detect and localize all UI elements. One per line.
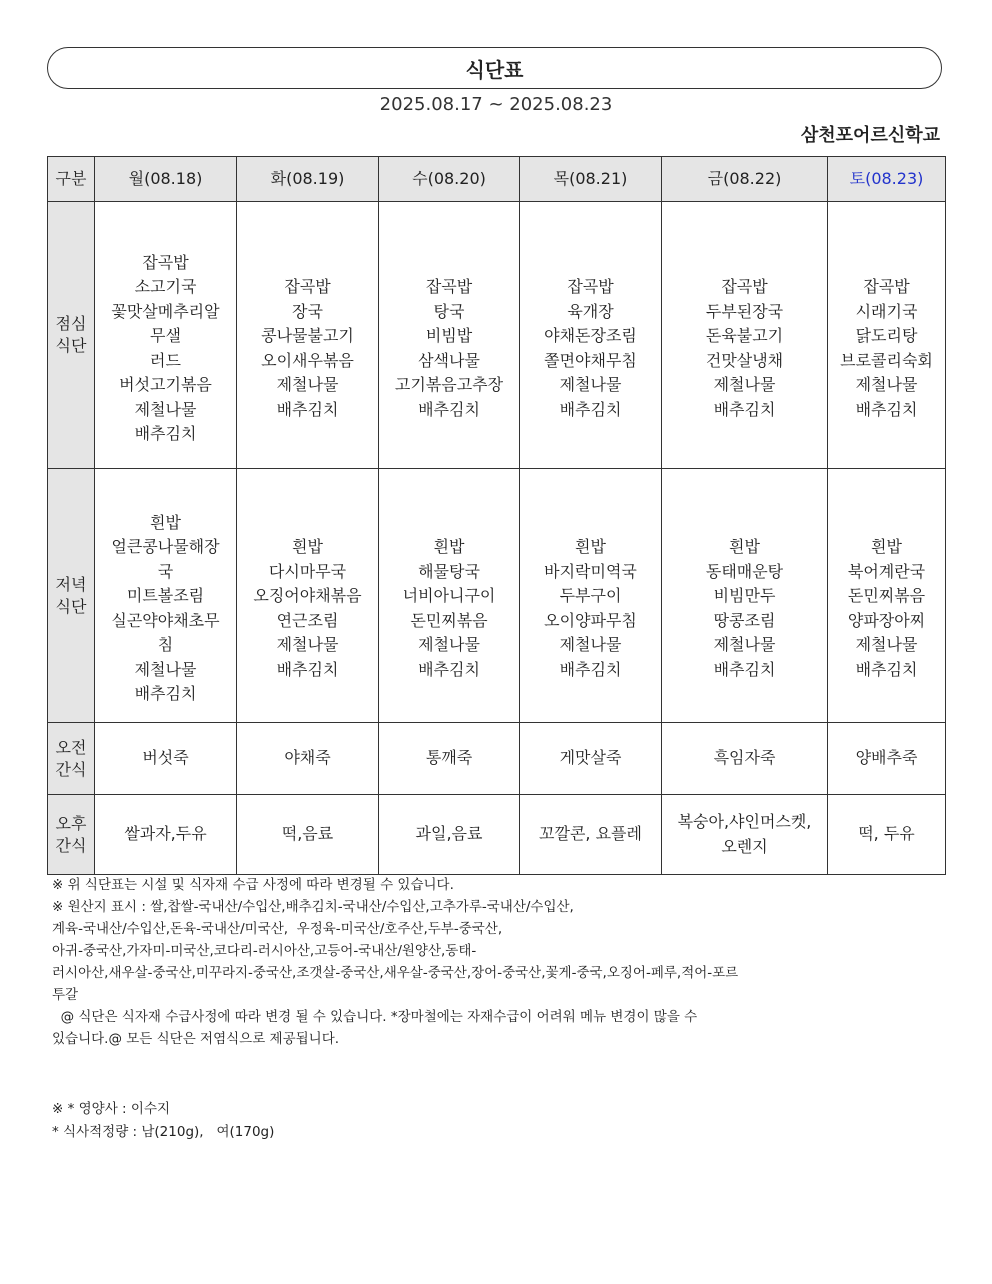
menu-table — [47, 156, 946, 875]
row-label — [48, 469, 95, 723]
menu-cell — [520, 202, 662, 469]
menu-item: 제철나물 — [559, 635, 622, 654]
row-label-line: 점심 — [55, 314, 87, 333]
note-line: 아귀-중국산,가자미-미국산,코다리-러시아산,고등어-국내산/원양산,동태- — [52, 943, 477, 959]
menu-cell — [95, 795, 237, 875]
menu-item: 통깨죽 — [425, 748, 473, 768]
menu-item: 제철나물 — [713, 635, 776, 654]
menu-cell — [237, 723, 379, 795]
menu-item: 바지락미역국 — [544, 561, 637, 581]
row-label-line: 저녁 — [55, 574, 87, 594]
menu-item: 잡곡밥 — [284, 277, 331, 296]
menu-item: 버섯죽 — [142, 748, 189, 768]
menu-cell — [828, 795, 946, 875]
menu-item: 브로콜리숙회 — [840, 350, 933, 370]
school-name: 삼천포어르신학교 — [800, 125, 940, 146]
menu-item: 떡,음료 — [281, 824, 334, 844]
menu-item: 오징어야채볶음 — [253, 586, 362, 605]
menu-cell — [95, 723, 237, 795]
notes-section — [52, 874, 912, 1050]
menu-item: 잡곡밥 — [863, 277, 910, 296]
menu-item: 소고기국 — [134, 277, 197, 296]
menu-item: 해물탕국 — [418, 561, 480, 581]
header-day-mon: 월(08.18) — [95, 157, 237, 202]
menu-cell — [379, 723, 520, 795]
menu-item: 장국 — [292, 301, 323, 321]
menu-item: 돈민찌볶음 — [410, 610, 488, 630]
menu-item: 배추김치 — [276, 399, 339, 419]
menu-cell — [379, 202, 520, 469]
menu-cell — [379, 469, 520, 723]
menu-item: 흰밥 — [433, 537, 465, 556]
menu-item: 꽃맛살메추리알 — [111, 301, 220, 321]
menu-item: 쫄면야채무침 — [544, 350, 637, 370]
note-line: ※ 위 식단표는 시설 및 식자재 수급 사정에 따라 변경될 수 있습니다. — [52, 877, 454, 893]
menu-item: 배추김치 — [855, 659, 918, 679]
header-day-sat — [828, 157, 946, 202]
menu-item: 양파장아찌 — [847, 610, 926, 630]
header-corner: 구분 — [48, 157, 95, 202]
menu-cell — [828, 202, 946, 469]
menu-item: 배추김치 — [713, 659, 776, 679]
menu-item: 동태매운탕 — [705, 561, 784, 581]
menu-cell — [237, 795, 379, 875]
menu-item: 배추김치 — [559, 659, 622, 679]
menu-item: 과일,음료 — [415, 824, 483, 844]
menu-item: 흰밥 — [150, 512, 181, 532]
menu-item: 너비아니구이 — [402, 586, 496, 605]
menu-item: 미트볼조림 — [126, 586, 205, 605]
menu-item: 연근조림 — [276, 610, 339, 630]
menu-item: 닭도리탕 — [855, 326, 918, 345]
menu-item: 흑임자죽 — [713, 748, 776, 768]
menu-item: 야채돈장조림 — [544, 326, 637, 345]
date-range: 2025.08.17 ~ 2025.08.23 — [379, 94, 613, 115]
menu-item: 복숭아,샤인머스켓, — [677, 812, 812, 831]
header-day-wed: 수(08.20) — [379, 157, 520, 202]
page-title: 식단표 — [47, 47, 942, 89]
note-line: 계육-국내산/수입산,돈육-국내산/미국산, 우정육-미국산/호주산,두부-중국산, — [52, 921, 503, 937]
note-line: @ 식단은 식자재 수급사정에 따라 변경 될 수 있습니다. *장마철에는 자재수급이 어려워 메뉴 변경이 많을 수 — [52, 1009, 698, 1025]
menu-item: 북어계란국 — [847, 561, 926, 581]
am-snack-row — [48, 723, 946, 795]
menu-cell — [237, 469, 379, 723]
menu-item: 잡곡밥 — [425, 277, 473, 296]
note-line: 러시아산,새우살-중국산,미꾸라지-중국산,조갯살-중국산,새우살-중국산,장어-중국산,꽃게-중국,오징어-페루,적어-포르 — [52, 965, 739, 981]
row-label — [48, 723, 95, 795]
menu-cell — [662, 723, 828, 795]
menu-cell — [662, 795, 828, 875]
note-line: 투갈 — [52, 987, 79, 1003]
dinner-row — [48, 469, 946, 723]
menu-item: 침 — [157, 635, 174, 654]
menu-item: 돈민찌볶음 — [847, 586, 926, 605]
menu-item: 배추김치 — [559, 399, 622, 419]
menu-item: 제철나물 — [276, 635, 339, 654]
menu-item: 배추김치 — [713, 399, 776, 419]
row-label-line: 간식 — [55, 835, 87, 855]
menu-cell — [520, 795, 662, 875]
row-label-line: 오후 — [55, 813, 87, 833]
menu-item: 제철나물 — [855, 375, 918, 394]
note-line: 있습니다.@ 모든 식단은 저염식으로 제공됩니다. — [52, 1031, 340, 1047]
row-label — [48, 795, 95, 875]
menu-item: 제철나물 — [134, 659, 197, 679]
menu-item: 꼬깔콘, 요플레 — [539, 824, 642, 844]
header-day-tue: 화(08.19) — [237, 157, 379, 202]
footer-section — [52, 1098, 274, 1144]
menu-cell — [520, 723, 662, 795]
menu-item: 콩나물불고기 — [261, 326, 354, 345]
header-day-thu: 목(08.21) — [520, 157, 662, 202]
portion-line: * 식사적정량 : 남(210g), 여(170g) — [52, 1124, 275, 1140]
menu-item: 오이양파무침 — [544, 610, 637, 630]
menu-item: 흰밥 — [292, 537, 323, 556]
menu-item: 양배추죽 — [855, 748, 918, 768]
menu-item: 두부된장국 — [705, 301, 784, 321]
menu-item: 제철나물 — [276, 375, 339, 394]
menu-item: 삼색나물 — [418, 350, 480, 370]
row-label — [48, 202, 95, 469]
menu-cell — [828, 723, 946, 795]
menu-item: 배추김치 — [855, 399, 918, 419]
menu-item: 땅콩조림 — [713, 610, 776, 630]
menu-item: 제철나물 — [134, 399, 197, 419]
menu-item: 탕국 — [433, 301, 465, 321]
menu-item: 실곤약야채초무 — [111, 610, 220, 630]
menu-item: 배추김치 — [134, 684, 197, 703]
saturday-label: 토(08.23) — [849, 168, 924, 188]
menu-cell — [237, 202, 379, 469]
table-header-row — [48, 157, 946, 202]
row-label-line: 간식 — [55, 759, 87, 779]
menu-item: 배추김치 — [134, 424, 197, 443]
menu-cell — [828, 469, 946, 723]
menu-item: 떡, 두유 — [858, 824, 915, 844]
menu-item: 야채죽 — [284, 748, 331, 768]
menu-item: 고기볶음고추장 — [394, 375, 504, 394]
pm-snack-row — [48, 795, 946, 875]
menu-item: 제철나물 — [713, 375, 776, 394]
menu-item: 게맛살죽 — [559, 748, 622, 768]
menu-item: 배추김치 — [418, 399, 480, 419]
lunch-row — [48, 202, 946, 469]
menu-cell — [662, 202, 828, 469]
menu-item: 국 — [157, 561, 174, 581]
menu-item: 비빔만두 — [713, 586, 776, 605]
menu-cell — [95, 469, 237, 723]
menu-item: 흰밥 — [729, 537, 760, 556]
nutritionist-line: ※ * 영양사 : 이수지 — [52, 1101, 171, 1117]
menu-item: 육개장 — [567, 301, 614, 321]
menu-item: 버섯고기볶음 — [119, 375, 212, 394]
menu-cell — [520, 469, 662, 723]
menu-cell — [379, 795, 520, 875]
menu-item: 다시마무국 — [268, 561, 347, 581]
menu-item: 오이새우볶음 — [261, 350, 354, 370]
menu-item: 흰밥 — [871, 537, 902, 556]
menu-item: 시래기국 — [855, 301, 918, 321]
menu-item: 쌀과자,두유 — [124, 824, 207, 844]
menu-item: 두부구이 — [559, 586, 622, 605]
menu-cell — [662, 469, 828, 723]
menu-item: 오렌지 — [721, 836, 768, 856]
menu-item: 흰밥 — [575, 537, 606, 556]
menu-item: 무샐 — [150, 326, 181, 345]
header-day-fri: 금(08.22) — [662, 157, 828, 202]
menu-item: 제철나물 — [418, 635, 480, 654]
menu-item: 배추김치 — [276, 659, 339, 679]
menu-item: 잡곡밥 — [567, 277, 614, 296]
menu-item: 돈육불고기 — [705, 326, 784, 345]
menu-item: 잡곡밥 — [721, 277, 768, 296]
row-label-line: 오전 — [55, 737, 87, 757]
menu-item: 얼큰콩나물해장 — [111, 537, 220, 556]
menu-item: 배추김치 — [418, 659, 480, 679]
menu-item: 제철나물 — [559, 375, 622, 394]
menu-item: 건맛살냉채 — [705, 350, 784, 370]
menu-cell — [95, 202, 237, 469]
row-label-line: 식단 — [55, 336, 87, 355]
row-label-line: 식단 — [55, 596, 87, 616]
note-line: ※ 원산지 표시 : 쌀,찹쌀-국내산/수입산,배추김치-국내산/수입산,고추가루-국내산/수입산, — [52, 899, 574, 915]
menu-item: 러드 — [150, 350, 181, 370]
menu-item: 제철나물 — [855, 635, 918, 654]
menu-item: 잡곡밥 — [142, 252, 189, 272]
menu-item: 비빔밥 — [425, 326, 473, 345]
